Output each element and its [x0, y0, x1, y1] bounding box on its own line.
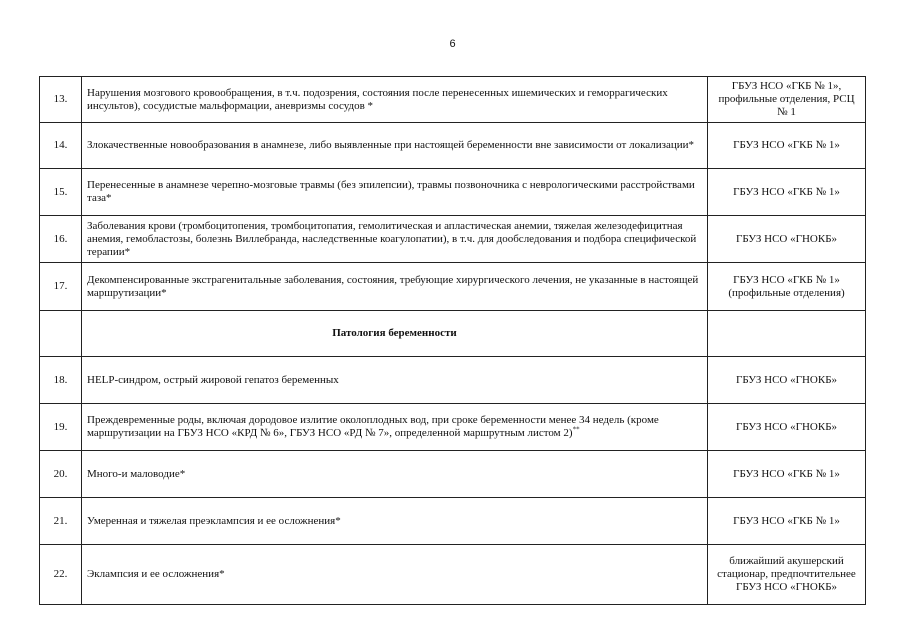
condition-cell: Эклампсия и ее осложнения* — [82, 545, 708, 605]
facility-cell: ГБУЗ НСО «ГНОКБ» — [708, 404, 866, 451]
table-row — [40, 216, 866, 263]
facility-cell: ГБУЗ НСО «ГКБ № 1» — [708, 498, 866, 545]
row-number: 16. — [40, 216, 82, 263]
facility-cell: ГБУЗ НСО «ГКБ № 1», профильные отделения, РСЦ № 1 — [708, 77, 866, 123]
condition-cell — [82, 404, 708, 451]
section-empty-cell — [708, 311, 866, 357]
condition-cell: Злокачественные новообразования в анамнезе, либо выявленные при настоящей беременности вне зависимости от локализации* — [82, 123, 708, 169]
table-row — [40, 263, 866, 311]
row-number: 13. — [40, 77, 82, 123]
condition-cell: Умеренная и тяжелая преэклампсия и ее осложнения* — [82, 498, 708, 545]
row-number: 17. — [40, 263, 82, 311]
table-row — [40, 169, 866, 216]
section-row — [40, 311, 866, 357]
row-number: 19. — [40, 404, 82, 451]
page-number: 6 — [449, 38, 456, 50]
table-row — [40, 77, 866, 123]
condition-cell: Много-и маловодие* — [82, 451, 708, 498]
footnote-mark: ** — [572, 425, 580, 434]
table-row — [40, 357, 866, 404]
row-number: 22. — [40, 545, 82, 605]
facility-cell: ГБУЗ НСО «ГКБ № 1» — [708, 451, 866, 498]
facility-cell: ГБУЗ НСО «ГНОКБ» — [708, 357, 866, 404]
row-number: 18. — [40, 357, 82, 404]
section-empty-cell — [40, 311, 82, 357]
row-number: 14. — [40, 123, 82, 169]
facility-cell: ГБУЗ НСО «ГКБ № 1» — [708, 169, 866, 216]
table-row — [40, 498, 866, 545]
facility-cell: ГБУЗ НСО «ГНОКБ» — [708, 216, 866, 263]
row-number: 15. — [40, 169, 82, 216]
facility-cell: ближайший акушерский стационар, предпочтительнее ГБУЗ НСО «ГНОКБ» — [708, 545, 866, 605]
row-number: 20. — [40, 451, 82, 498]
condition-cell: HELP-синдром, острый жировой гепатоз беременных — [82, 357, 708, 404]
condition-cell: Нарушения мозгового кровообращения, в т.ч. подозрения, состояния после перенесенных ишемических и геморрагических инсультов), сосудистые мальформации, аневризмы сосудов * — [82, 77, 708, 123]
condition-cell: Декомпенсированные экстрагенитальные заболевания, состояния, требующие хирургического лечения, не указанные в настоящей маршрутизации* — [82, 263, 708, 311]
table-row — [40, 404, 866, 451]
condition-cell: Заболевания крови (тромбоцитопения, тромбоцитопатия, гемолитическая и апластическая анемии, тяжелая железодефицитная анемия, гемобластозы, болезнь Виллебранда, наследственные коагулопатии), в т.ч. для дообследования и подбора специфической терапии* — [82, 216, 708, 263]
section-heading: Патология беременности — [82, 311, 708, 357]
facility-cell: ГБУЗ НСО «ГКБ № 1» (профильные отделения) — [708, 263, 866, 311]
table-row — [40, 545, 866, 605]
table-row — [40, 123, 866, 169]
row-number: 21. — [40, 498, 82, 545]
table-row — [40, 451, 866, 498]
condition-cell: Перенесенные в анамнезе черепно-мозговые травмы (без эпилепсии), травмы позвоночника с неврологическими расстройствами таза* — [82, 169, 708, 216]
facility-cell: ГБУЗ НСО «ГКБ № 1» — [708, 123, 866, 169]
condition-text: Преждевременные роды, включая дородовое излитие околоплодных вод, при сроке беременности менее 34 недель (кроме маршрутизации на ГБУЗ НСО «КРД № 6», ГБУЗ НСО «РД № 7», определенной маршрутным листом 2) — [87, 414, 659, 439]
routing-table — [39, 76, 866, 605]
